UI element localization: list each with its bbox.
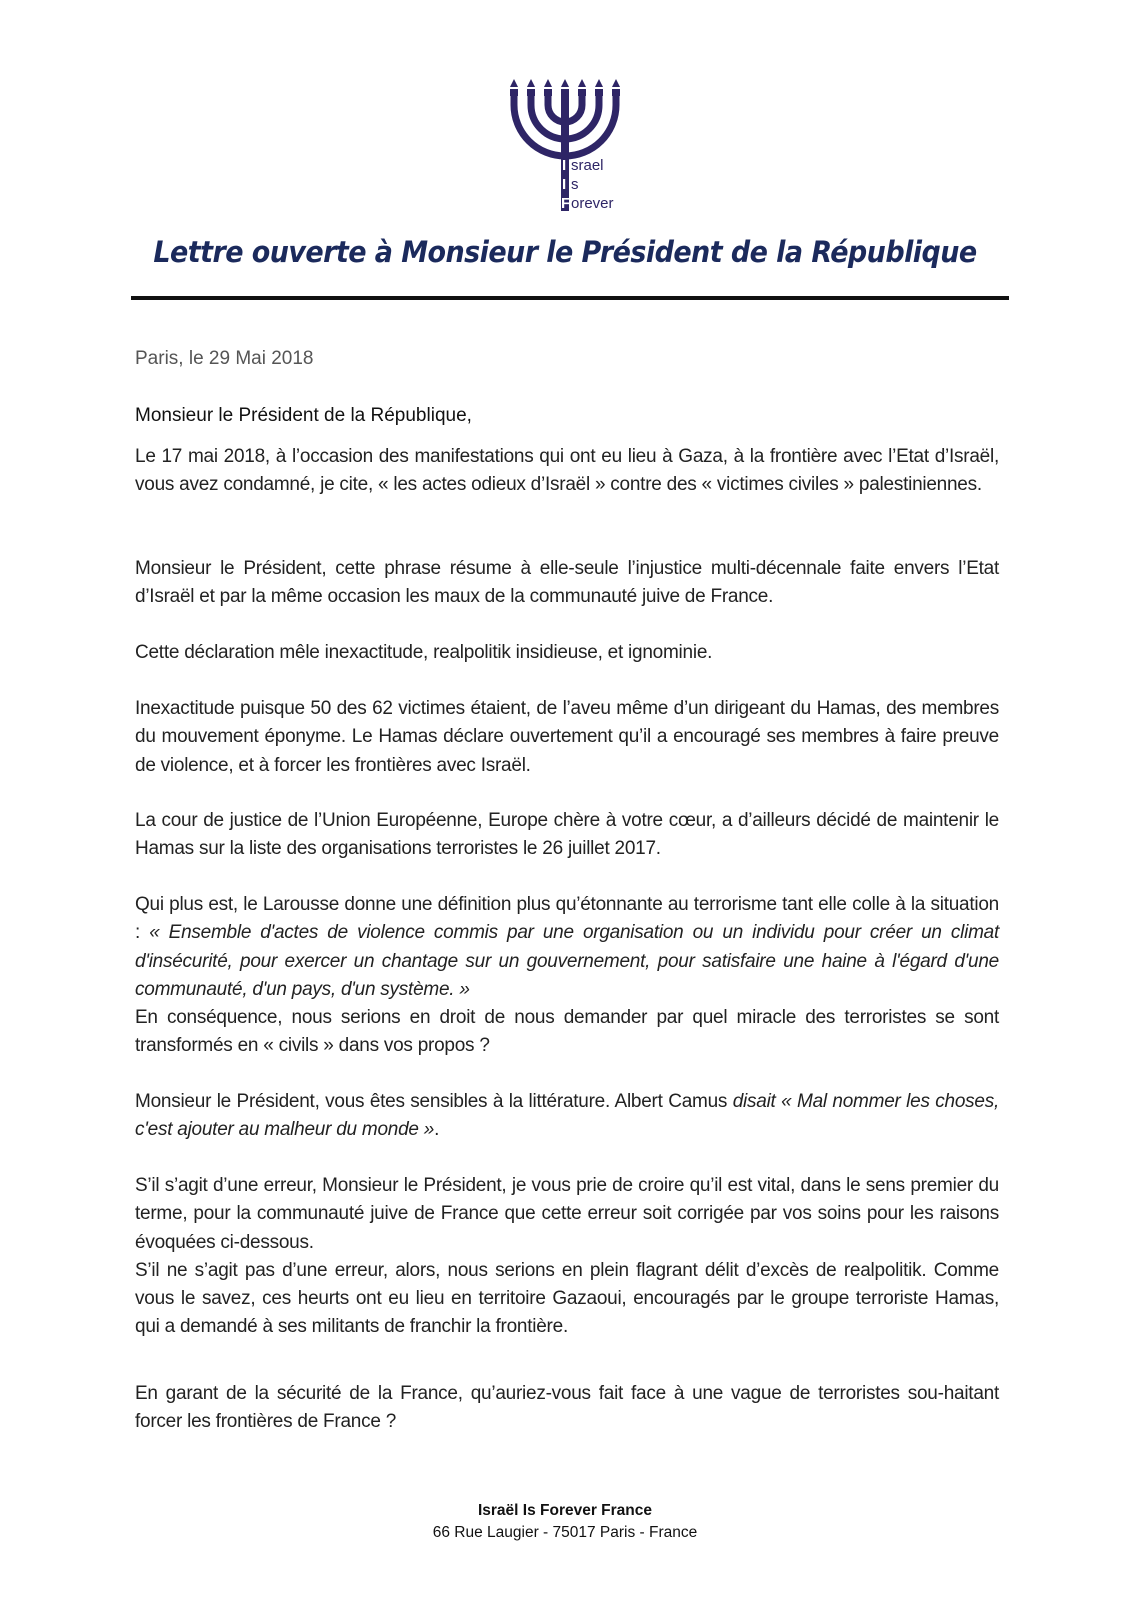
paragraph-3: Cette déclaration mêle inexactitude, realpolitik insidieuse, et ignominie. xyxy=(135,642,713,663)
menorah-icon xyxy=(505,75,645,215)
title-divider xyxy=(131,296,1009,300)
paragraph-7-end: . xyxy=(434,1119,440,1141)
letter-salutation: Monsieur le Président de la République, xyxy=(135,405,472,426)
paragraph-7-intro: Monsieur le Président, vous êtes sensibles à la littérature. Albert Camus xyxy=(135,1091,733,1112)
svg-text:srael: srael xyxy=(571,157,604,174)
svg-text:s: s xyxy=(571,176,579,193)
letter-date: Paris, le 29 Mai 2018 xyxy=(135,348,314,369)
svg-text:I: I xyxy=(562,157,567,174)
paragraph-7 xyxy=(135,1088,999,1145)
paragraph-5: La cour de justice de l’Union Européenne, Europe chère à votre cœur, a d’ailleurs décidé de maintenir le Hamas sur la liste des organisations terroristes le 26 juillet 2017. xyxy=(135,810,999,860)
paragraph-1: Le 17 mai 2018, à l’occasion des manifestations qui ont eu lieu à Gaza, à la frontière avec l’Etat d’Israël, vous avez condamné, je cite, « les actes odieux d’Israël » contre des « victimes civiles » palestiniennes. xyxy=(135,446,999,496)
paragraph-6 xyxy=(135,891,999,1061)
paragraph-2: Monsieur le Président, cette phrase résume à elle-seule l’injustice multi-décennale faite envers l’Etat d’Israël et par la même occasion les maux de la communauté juive de France. xyxy=(135,558,999,608)
paragraph-6-intro: Qui plus est, le Larousse donne une définition plus qu’étonnante au terrorisme tant elle colle à la situation : xyxy=(135,894,999,944)
paragraph-6-conclusion: En conséquence, nous serions en droit de nous demander par quel miracle des terroristes se sont transformés en « civils » dans vos propos ? xyxy=(135,1007,999,1057)
paragraph-9: En garant de la sécurité de la France, qu’auriez-vous fait face à une vague de terroristes sou-haitant forcer les frontières de France ? xyxy=(135,1383,999,1433)
paragraph-8-part-2: S’il ne s’agit pas d’une erreur, alors, nous serions en plein flagrant délit d’excès de realpolitik. Comme vous le savez, ces heurts ont eu lieu en territoire Gazaoui, encouragés par le groupe terroriste Hamas, qui a demandé à ses militants de franchir la frontière. xyxy=(135,1259,999,1338)
paragraph-8 xyxy=(135,1172,999,1342)
svg-text:I: I xyxy=(562,176,567,193)
footer-organization: Israël Is Forever France xyxy=(477,1502,653,1519)
camus-quote: disait « Mal nommer les choses, c'est ajouter au malheur du monde » xyxy=(135,1091,999,1141)
svg-text:orever: orever xyxy=(571,195,614,212)
larousse-quote: « Ensemble d'actes de violence commis par une organisation ou un individu pour créer un climat d'insécurité, pour exercer un chantage sur un gouvernement, pour satisfaire une haine à l'égard d'une communauté, d'un pays, d'un système. » xyxy=(135,922,1000,1000)
logo xyxy=(505,75,645,215)
paragraph-4: Inexactitude puisque 50 des 62 victimes étaient, de l’aveu même d’un dirigeant du Hamas, des membres du mouvement éponyme. Le Hamas déclare ouvertement qu’il a encouragé ses membres à faire preuve de violence, et à forcer les frontières avec Israël. xyxy=(135,698,999,776)
footer-address: 66 Rue Laugier - 75017 Paris - France xyxy=(432,1524,698,1541)
page-title: Lettre ouverte à Monsieur le Président de la République xyxy=(153,235,977,269)
paragraph-8-part-1: S’il s’agit d’une erreur, Monsieur le Président, je vous prie de croire qu’il est vital, dans le sens premier du terme, pour la communauté juive de France que cette erreur soit corrigée par vos soins pour les raisons évoquées ci-dessous. xyxy=(135,1175,999,1253)
svg-text:F: F xyxy=(561,195,571,212)
